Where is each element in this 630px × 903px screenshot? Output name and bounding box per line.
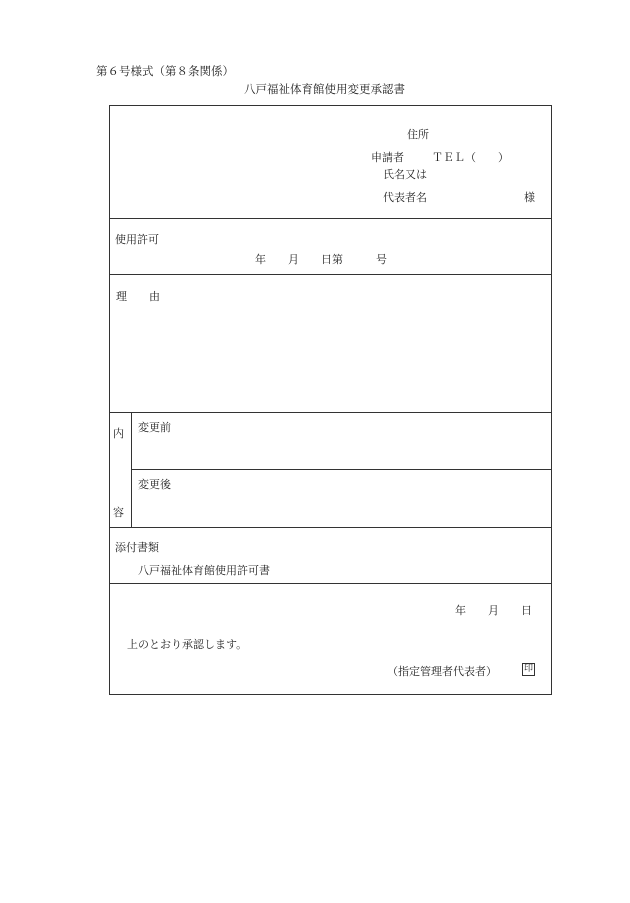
address-label: 住所 [407,128,429,141]
document-title: 八戸福祉体育館使用変更承認書 [244,82,405,96]
permit-date-line: 年 月 日第 号 [255,253,387,266]
seal-stamp: 印 [523,664,533,674]
permit-label: 使用許可 [115,233,159,246]
before-label: 変更前 [138,421,171,434]
tel-label: ＴＥＬ（ ） [432,151,509,164]
approval-statement: 上のとおり承認します。 [127,638,248,651]
content-label-bottom: 容 [113,506,124,519]
divider-content [109,527,552,528]
name-label-1: 氏名又は [383,168,427,181]
divider-content-label [131,412,132,527]
attachments-label: 添付書類 [115,541,159,554]
divider-applicant [109,218,552,219]
divider-before-after [131,469,552,470]
reason-label: 理 由 [116,290,160,303]
after-label: 変更後 [138,478,171,491]
honorific: 様 [524,191,535,204]
name-label-2: 代表者名 [383,191,427,204]
attachment-item: 八戸福祉体育館使用許可書 [138,564,270,577]
content-label-top: 内 [113,427,124,440]
divider-reason [109,412,552,413]
form-number: 第６号様式（第８条関係） [96,64,234,78]
manager-label: （指定管理者代表者） [387,665,497,678]
divider-attachments [109,583,552,584]
approval-date-line: 年 月 日 [455,604,532,617]
applicant-label: 申請者 [371,151,404,164]
divider-permit [109,274,552,275]
